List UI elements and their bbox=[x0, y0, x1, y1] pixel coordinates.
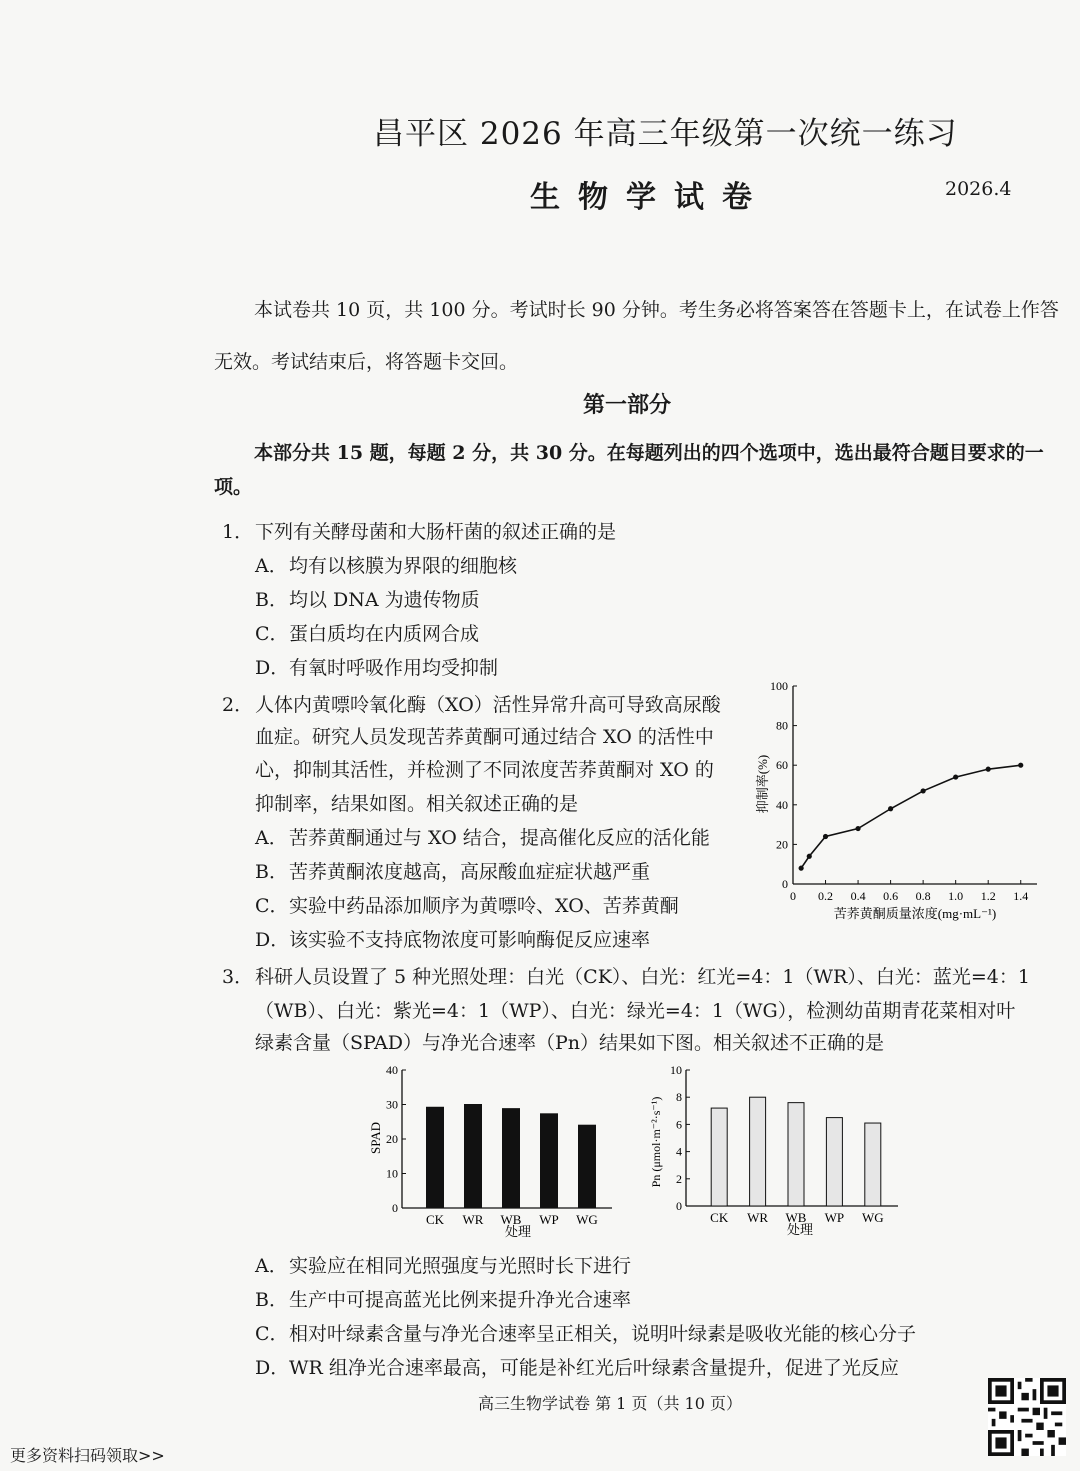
bar-wg bbox=[579, 1125, 596, 1208]
category-label: WP bbox=[539, 1212, 559, 1227]
chart-x-label: 苦荞黄酮质量浓度(mg·mL⁻¹) bbox=[833, 906, 997, 921]
category-label: WP bbox=[824, 1210, 845, 1225]
inhibition-line-chart bbox=[745, 672, 1045, 930]
option-text: 有氧时呼吸作用均受抑制 bbox=[289, 657, 499, 679]
y-tick-label: 80 bbox=[776, 718, 788, 733]
option-label: B． bbox=[255, 589, 288, 611]
category-label: WR bbox=[462, 1212, 484, 1227]
category-label: CK bbox=[425, 1212, 445, 1227]
promo-link[interactable]: 更多资料扫码领取>> bbox=[10, 1446, 165, 1465]
category-label: WR bbox=[747, 1210, 769, 1225]
y-tick-label: 4 bbox=[676, 1144, 682, 1159]
chart-y-label: 抑制率(%) bbox=[755, 754, 770, 814]
category-label: CK bbox=[710, 1210, 729, 1225]
part-description: 本部分共 15 题，每题 2 分，共 30 分。在每题列出的四个选项中，选出最符合题目要求的一项。 bbox=[214, 442, 1044, 498]
question-stem: 人体内黄嘌呤氧化酶（XO）活性异常升高可导致高尿酸 bbox=[255, 694, 721, 716]
question-number: 2． bbox=[222, 694, 254, 716]
x-tick-label: 0.2 bbox=[818, 889, 834, 903]
y-tick-label: 40 bbox=[776, 797, 788, 812]
y-tick-label: 100 bbox=[770, 679, 788, 693]
question-stem: 血症。研究人员发现苦荞黄酮可通过结合 XO 的活性中 bbox=[255, 726, 714, 748]
option-label: A． bbox=[255, 555, 288, 577]
x-tick-label: 0.6 bbox=[883, 889, 899, 903]
y-tick-label: 20 bbox=[776, 837, 788, 852]
bar-wb bbox=[788, 1103, 804, 1206]
exam-instructions: 本试卷共 10 页，共 100 分。考试时长 90 分钟。考生务必将答案答在答题卡上，在试卷上作答无效。考试结束后，将答题卡交回。 bbox=[214, 299, 1059, 373]
bar-ck bbox=[427, 1107, 444, 1208]
option-text: 相对叶绿素含量与净光合速率呈正相关，说明叶绿素是吸收光能的核心分子 bbox=[289, 1323, 917, 1345]
y-tick-label: 20 bbox=[386, 1132, 398, 1146]
bar-wb bbox=[503, 1109, 520, 1208]
question-number: 3． bbox=[222, 966, 254, 988]
option-label: A． bbox=[255, 827, 288, 849]
data-point bbox=[823, 834, 828, 839]
category-label: WG bbox=[861, 1210, 884, 1225]
option-label: C． bbox=[255, 623, 289, 645]
question-stem: （WB）、白光：紫光=4：1（WP）、白光：绿光=4：1（WG），检测幼苗期青花菜相对叶 bbox=[255, 1000, 1016, 1022]
x-tick-label: 1.4 bbox=[1013, 889, 1029, 903]
y-tick-label: 8 bbox=[676, 1090, 682, 1105]
question-stem: 下列有关酵母菌和大肠杆菌的叙述正确的是 bbox=[255, 521, 617, 543]
y-tick-label: 60 bbox=[776, 758, 788, 773]
y-tick-label: 0 bbox=[782, 877, 788, 891]
subject-title: 生物学试卷 bbox=[530, 180, 770, 215]
category-label: WB bbox=[785, 1210, 807, 1225]
option-text: 均以 DNA 为遗传物质 bbox=[289, 589, 480, 611]
y-tick-label: 30 bbox=[386, 1097, 398, 1112]
data-point bbox=[855, 826, 860, 831]
data-point bbox=[888, 806, 893, 811]
inhibition-series-line bbox=[801, 765, 1021, 868]
question-stem: 绿素含量（SPAD）与净光合速率（Pn）结果如下图。相关叙述不正确的是 bbox=[255, 1032, 885, 1054]
bar-wr bbox=[465, 1105, 482, 1209]
option-label: B． bbox=[255, 861, 288, 883]
spad-bar-chart bbox=[362, 1060, 622, 1250]
option-label: D． bbox=[255, 1357, 290, 1379]
y-tick-label: 10 bbox=[670, 1063, 682, 1077]
bar-wp bbox=[541, 1114, 558, 1208]
bar-wp bbox=[826, 1118, 842, 1206]
option-label: D． bbox=[255, 929, 290, 951]
question-stem: 抑制率，结果如图。相关叙述正确的是 bbox=[255, 793, 579, 815]
exam-title: 昌平区 2026 年高三年级第一次统一练习 bbox=[373, 116, 958, 152]
option-text: 实验中药品添加顺序为黄嘌呤、XO、苦荞黄酮 bbox=[289, 895, 679, 917]
y-tick-label: 40 bbox=[386, 1063, 398, 1077]
x-tick-label: 0 bbox=[790, 889, 796, 903]
y-tick-label: 0 bbox=[392, 1201, 398, 1215]
x-tick-label: 1.0 bbox=[948, 889, 964, 903]
option-label: C． bbox=[255, 895, 289, 917]
chart-y-label: Pn (μmol·m⁻²·s⁻¹) bbox=[649, 1096, 663, 1188]
y-tick-label: 6 bbox=[676, 1117, 682, 1132]
part-title: 第一部分 bbox=[583, 392, 672, 418]
option-text: 苦荞黄酮通过与 XO 结合，提高催化反应的活化能 bbox=[289, 827, 710, 849]
option-text: 实验应在相同光照强度与光照时长下进行 bbox=[289, 1255, 632, 1277]
y-tick-label: 10 bbox=[386, 1166, 398, 1181]
question-number: 1． bbox=[222, 521, 254, 543]
chart-y-label: SPAD bbox=[368, 1121, 383, 1155]
bar-wr bbox=[750, 1097, 766, 1206]
exam-date: 2026.4 bbox=[945, 178, 1012, 200]
bar-wg bbox=[865, 1123, 881, 1206]
chart-x-label: 处理 bbox=[786, 1222, 814, 1237]
option-text: 蛋白质均在内质网合成 bbox=[289, 623, 480, 645]
option-text: 生产中可提高蓝光比例来提升净光合速率 bbox=[289, 1289, 632, 1311]
option-label: D． bbox=[255, 657, 290, 679]
option-text: 该实验不支持底物浓度可影响酶促反应速率 bbox=[289, 929, 651, 951]
pn-bar-chart bbox=[640, 1058, 910, 1248]
option-label: B． bbox=[255, 1289, 288, 1311]
x-tick-label: 0.8 bbox=[915, 889, 931, 903]
option-text: 苦荞黄酮浓度越高，高尿酸血症症状越严重 bbox=[289, 861, 651, 883]
category-label: WB bbox=[500, 1212, 522, 1227]
option-text: WR 组净光合速率最高，可能是补红光后叶绿素含量提升，促进了光反应 bbox=[289, 1357, 899, 1379]
category-label: WG bbox=[576, 1212, 598, 1227]
data-point bbox=[986, 767, 991, 772]
option-label: A． bbox=[255, 1255, 288, 1277]
x-tick-label: 0.4 bbox=[850, 889, 866, 903]
data-point bbox=[953, 774, 958, 779]
question-stem: 心，抑制其活性，并检测了不同浓度苦荞黄酮对 XO 的 bbox=[255, 759, 714, 781]
chart-x-label: 处理 bbox=[504, 1224, 532, 1239]
x-tick-label: 1.2 bbox=[980, 889, 996, 903]
y-tick-label: 2 bbox=[676, 1171, 682, 1186]
bar-ck bbox=[711, 1108, 727, 1206]
y-tick-label: 0 bbox=[676, 1199, 682, 1213]
option-text: 均有以核膜为界限的细胞核 bbox=[289, 555, 518, 577]
data-point bbox=[921, 788, 926, 793]
question-stem: 科研人员设置了 5 种光照处理：白光（CK）、白光：红光=4：1（WR）、白光：蓝光=4：1 bbox=[255, 966, 1030, 988]
option-label: C． bbox=[255, 1323, 289, 1345]
qr-code-icon[interactable] bbox=[988, 1378, 1066, 1456]
page-footer: 高三生物学试卷 第 1 页（共 10 页） bbox=[478, 1394, 742, 1413]
data-point bbox=[807, 854, 812, 859]
data-point bbox=[1018, 763, 1023, 768]
data-point bbox=[799, 866, 804, 871]
